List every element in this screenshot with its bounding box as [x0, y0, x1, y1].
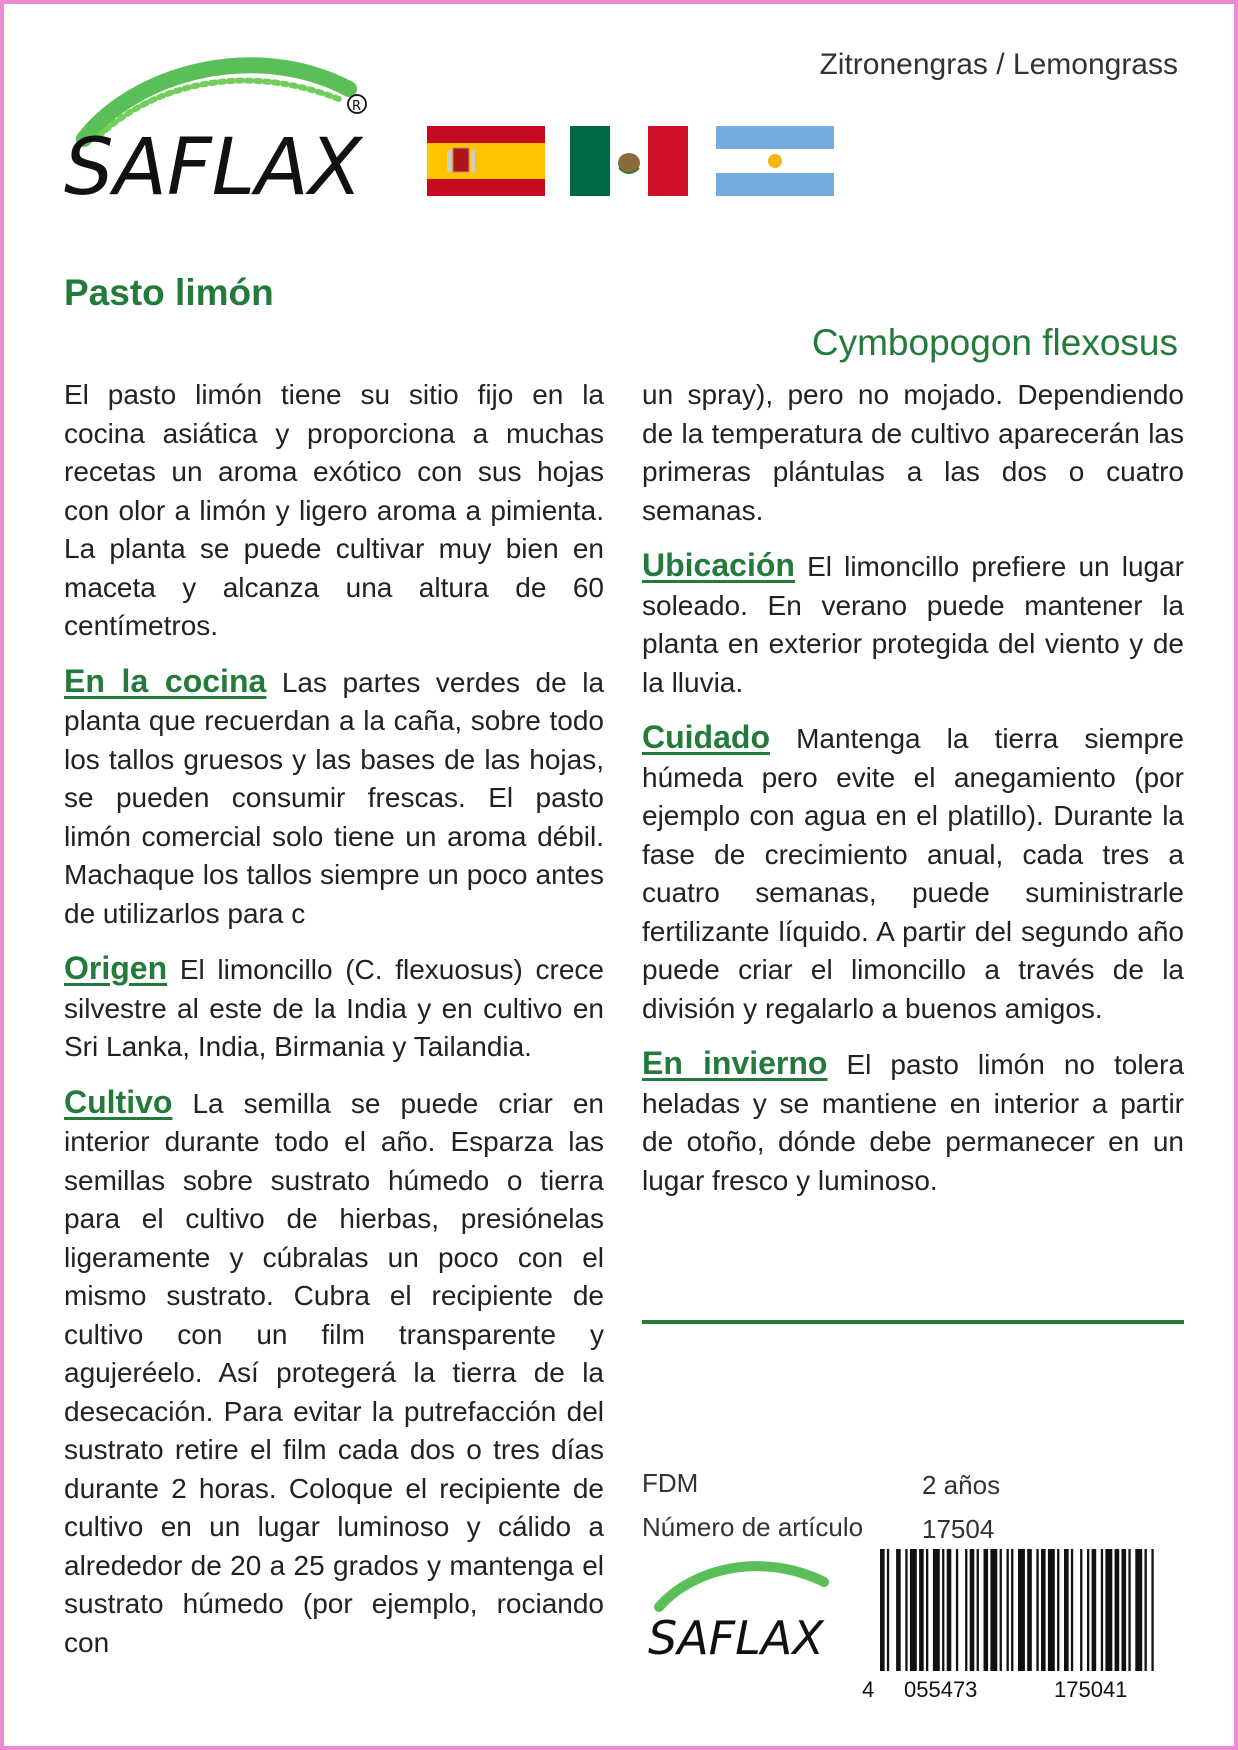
section-origen: Origen El limoncillo (C. flexuosus) crece silvestre al este de la India y en cultivo en Sri Lanka, India, Birmania y Tailandia.	[64, 950, 604, 1062]
barcode-bar	[1101, 1549, 1103, 1671]
barcode-bar	[1105, 1549, 1112, 1671]
section-cocina: En la cocina Las partes verdes de la planta que recuerdan a la caña, sobre todo los tallos gruesos y las bases de las hojas, se pueden consumir frescas. El pasto limón comercial solo tiene un aroma débil. Machaque los tallos siempre un poco antes de utilizarlos para c	[64, 662, 605, 929]
barcode-digit-left: 4	[862, 1677, 875, 1699]
left-column	[64, 376, 604, 1678]
barcode-bar	[1080, 1549, 1082, 1671]
section-heading: Origen	[64, 950, 168, 986]
barcode-bar	[977, 1549, 979, 1671]
barcode-bar	[1122, 1549, 1127, 1671]
barcode-digits-right: 175041	[1054, 1677, 1128, 1699]
barcode-bar	[990, 1549, 997, 1671]
section-heading: En la cocina	[64, 662, 267, 699]
barcode-bar	[880, 1549, 885, 1671]
svg-text:SAFLAX: SAFLAX	[648, 1611, 824, 1665]
barcode-bar	[942, 1549, 944, 1671]
barcode-bar	[1128, 1549, 1130, 1671]
saflax-logo	[64, 44, 414, 214]
spain-flag	[427, 126, 545, 196]
barcode-bar	[970, 1549, 975, 1671]
latin-name: Cymbopogon flexosus	[811, 322, 1178, 363]
barcode-bar	[1115, 1549, 1120, 1671]
barcode-bar	[984, 1549, 989, 1671]
barcode-bar	[1048, 1549, 1055, 1671]
barcode-bar	[1092, 1549, 1097, 1671]
barcode-bar	[1007, 1549, 1009, 1671]
ean-barcode	[862, 1549, 1186, 1699]
section-heading: En invierno	[642, 1045, 828, 1081]
section-ubicacion: Ubicación El limoncillo prefiere un lugar soleado. En verano puede mantener la planta en exterior protegida del viento y de la lluvia.	[642, 547, 1184, 698]
section-heading: Cultivo	[64, 1083, 173, 1120]
barcode-bar	[933, 1549, 940, 1671]
barcode-bar	[1000, 1549, 1002, 1671]
barcode-bar	[1064, 1549, 1069, 1671]
barcode-bar	[1027, 1549, 1032, 1671]
continued-paragraph: un spray), pero no mojado. Dependiendo de la temperatura de cultivo aparecerán las primeras plántulas a las dos o cuatro semanas.	[642, 379, 1184, 526]
fdm-label: FDM	[642, 1468, 699, 1498]
barcode-bar	[1087, 1549, 1089, 1671]
barcode-bar	[1151, 1549, 1153, 1671]
barcode-bar	[1018, 1549, 1025, 1671]
barcode-bar	[1145, 1549, 1147, 1671]
barcode-bar	[1041, 1549, 1046, 1671]
page-title: Pasto limón	[64, 272, 274, 313]
barcode-bar	[896, 1549, 901, 1671]
barcode-bar	[1057, 1549, 1059, 1671]
barcode-bar	[905, 1549, 907, 1671]
barcode-digits-mid: 055473	[904, 1677, 978, 1699]
svg-text:SAFLAX: SAFLAX	[64, 123, 362, 213]
barcode-bar	[919, 1549, 924, 1671]
barcode-bar	[1135, 1549, 1142, 1671]
barcode-bar	[887, 1549, 889, 1671]
section-invierno: En invierno El pasto limón no tolera heladas y se mantiene en interior a partir de otoño, dónde debe permanecer en un lugar fresco y luminoso.	[642, 1045, 1185, 1196]
section-cuidado: Cuidado Mantenga la tierra siempre húmeda pero evite el anegamiento (por ejemplo con agua en el platillo). Durante la fase de crecimiento anual, cada tres a cuatro semanas, puede suministrarle fertilizante líquido. A partir del segundo año puede criar el limoncillo a través de la división y regalarlo a buenos amigos.	[642, 719, 1184, 1024]
section-heading: Cuidado	[642, 719, 770, 755]
barcode-bar	[947, 1549, 952, 1671]
article-number-value: 17504	[922, 1514, 995, 1544]
barcode-bar	[926, 1549, 928, 1671]
barcode-bar	[1036, 1549, 1038, 1671]
saflax-small-logo	[644, 1552, 854, 1672]
argentina-flag	[716, 126, 834, 196]
svg-text:R: R	[352, 99, 362, 114]
barcode-bar	[910, 1549, 917, 1671]
divider	[642, 1320, 1184, 1324]
mexico-flag	[570, 126, 688, 196]
product-common-name: Zitronengras / Lemongrass	[819, 48, 1178, 81]
barcode-bar	[1011, 1549, 1013, 1671]
section-heading: Ubicación	[642, 547, 795, 583]
barcode-bar	[956, 1549, 958, 1671]
article-number-label: Número de artículo	[642, 1512, 864, 1542]
fdm-value: 2 años	[922, 1470, 1001, 1500]
section-cultivo: Cultivo La semilla se puede criar en interior durante todo el año. Esparza las semillas sobre sustrato húmedo o tierra para el cultivo de hierbas, presiónelas ligeramente y cúbralas un poco con el mismo sustrato. Cubra el recipiente de cultivo con un film transparente y agujeréelo. Así protegerá la tierra de la desecación. Para evitar la putrefacción del sustrato retire el film cada dos o tres días durante 2 horas. Coloque el recipiente de cultivo en un lugar luminoso y cálido a alrededor de 20 a 25 grados y mantenga el sustrato húmedo (por ejemplo, rociando con	[64, 1083, 604, 1658]
barcode-bar	[1071, 1549, 1073, 1671]
right-column	[642, 376, 1184, 1216]
intro-paragraph: El pasto limón tiene su sitio fijo en la cocina asiática y proporciona a muchas recetas un aroma exótico con sus hojas con olor a limón y ligero aroma a pimienta. La planta se puede cultivar muy bien en maceta y alcanza una altura de 60 centímetros.	[64, 379, 604, 641]
barcode-bar	[965, 1549, 967, 1671]
